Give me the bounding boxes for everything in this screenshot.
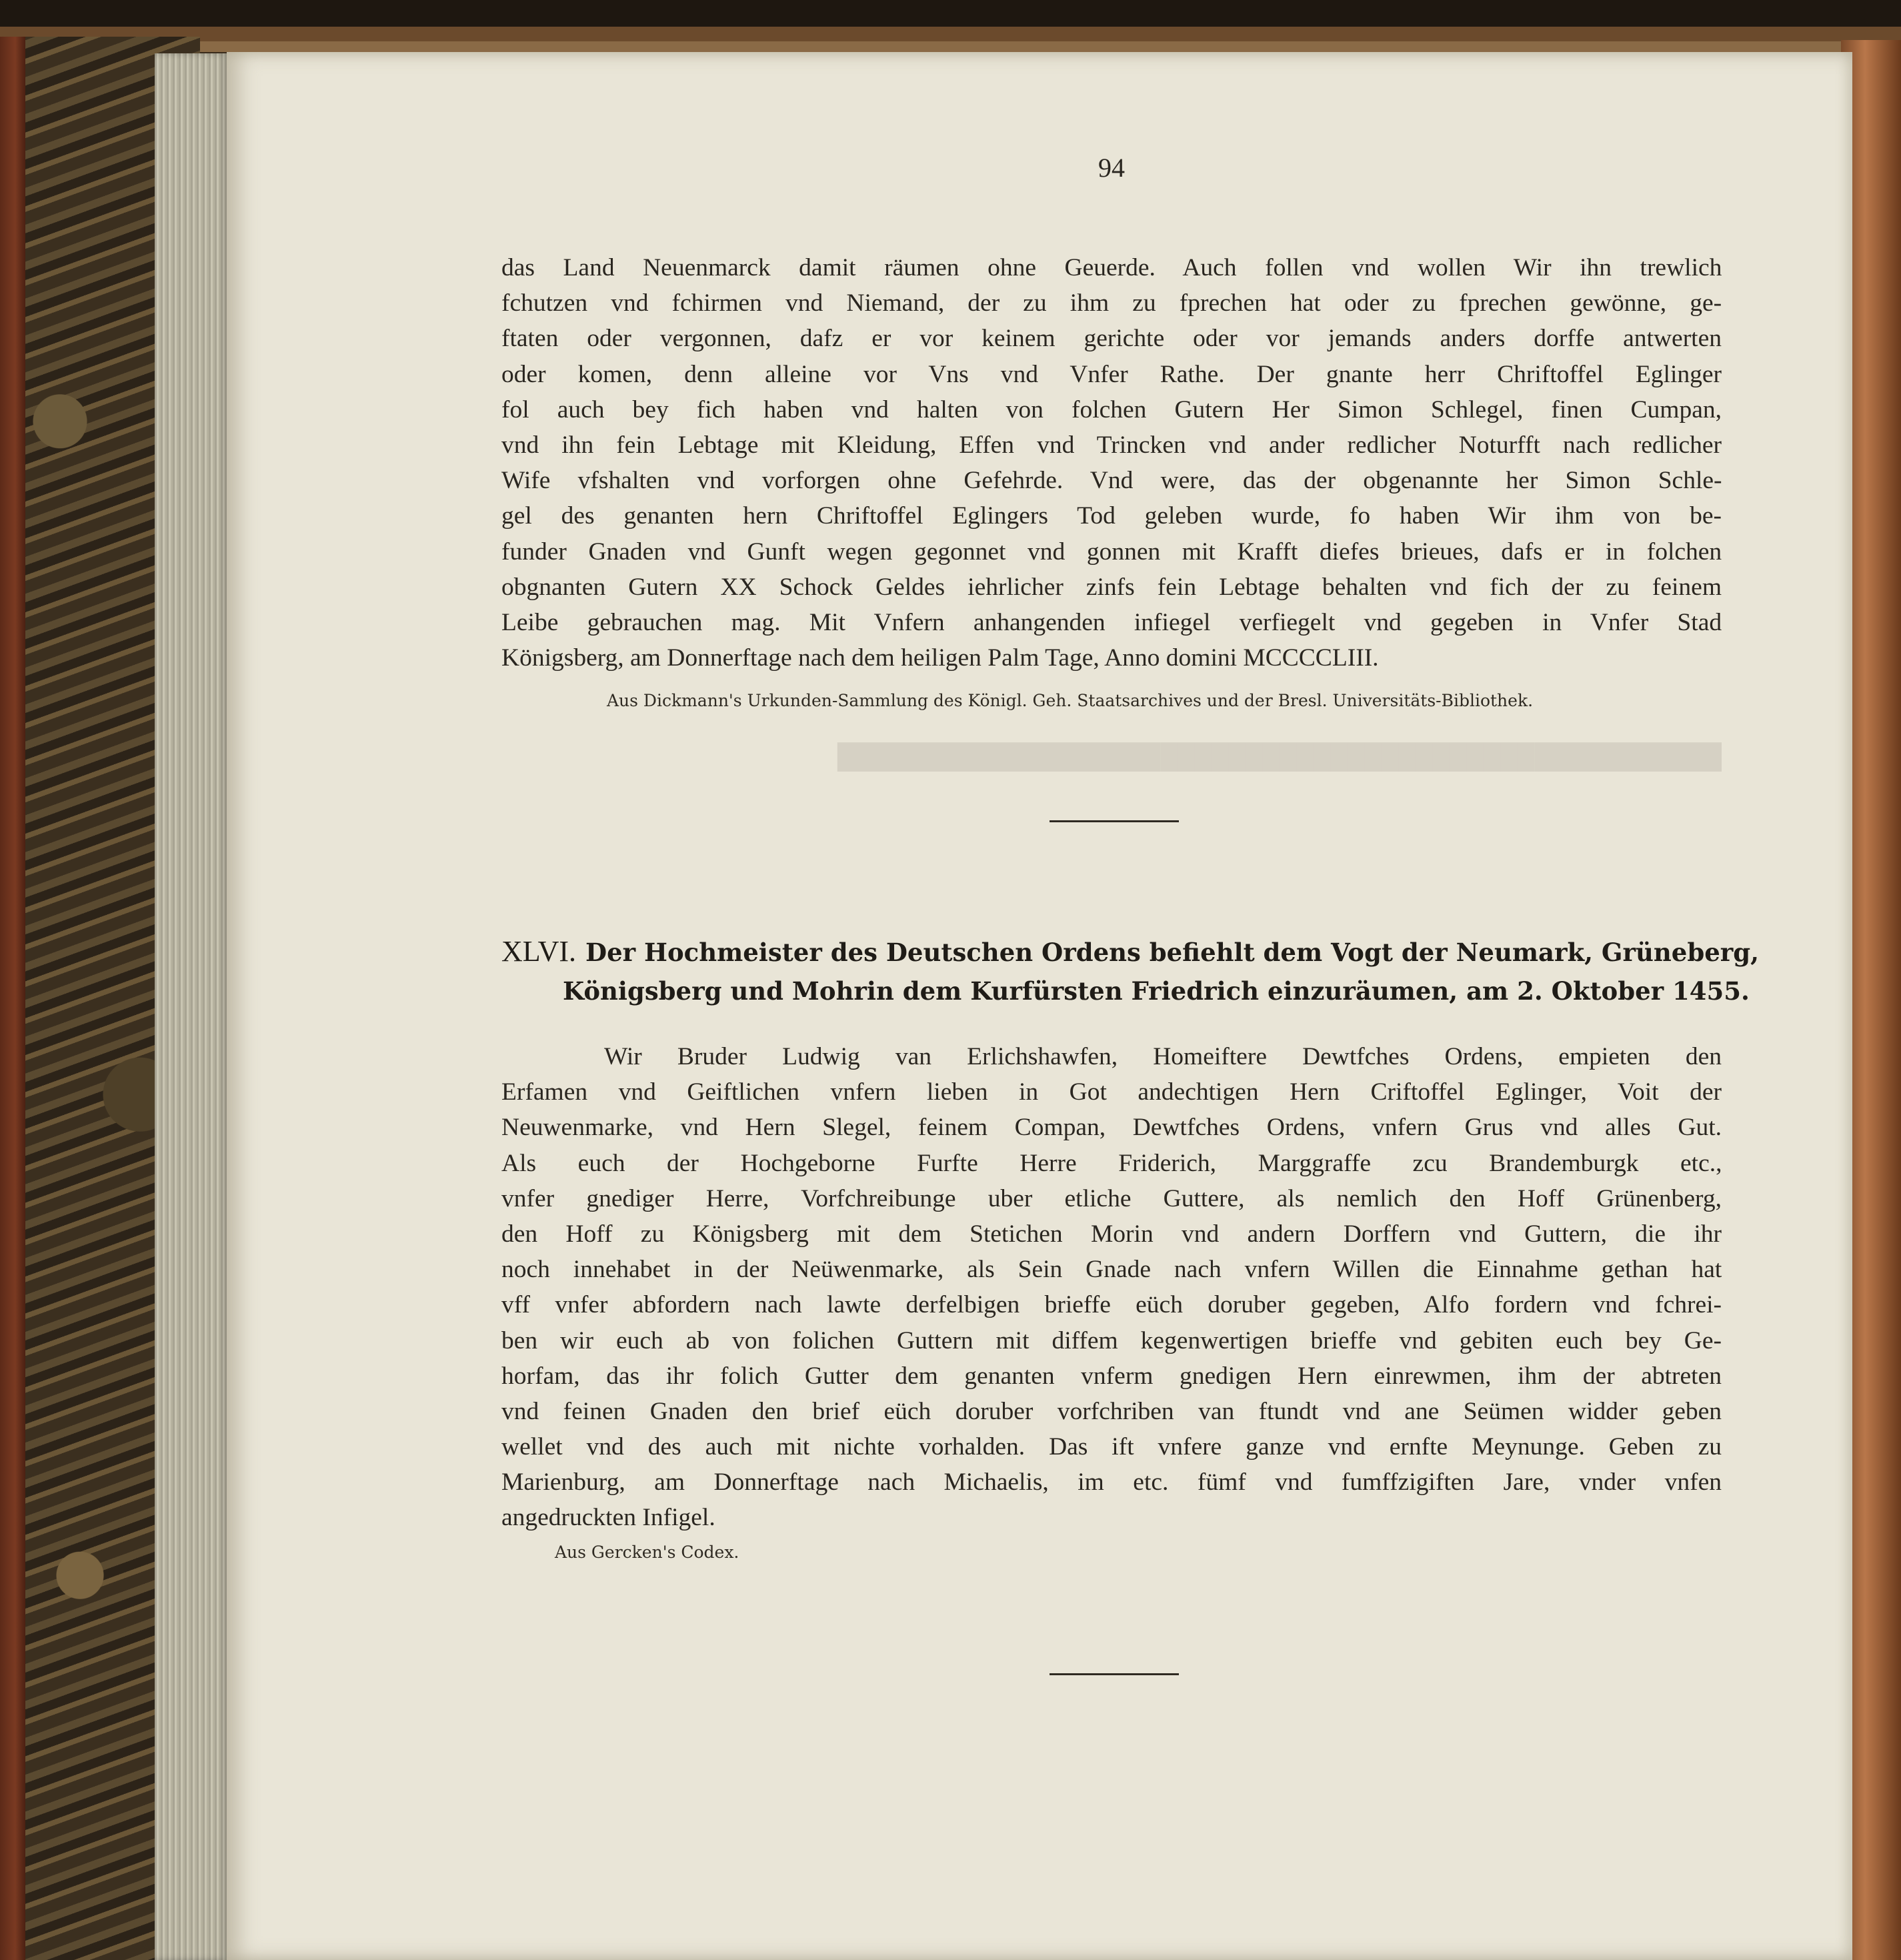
text-line: Leibe gebrauchen mag. Mit Vnfern anhangenden infiegel verfiegelt vnd gegeben in Vnfer Stad	[501, 608, 1722, 636]
text-line: angedruckten Infigel.	[501, 1504, 715, 1532]
text-line: vnd feinen Gnaden den brief eüch doruber vorfchriben van ftundt vnd ane Seümen widder geben	[501, 1397, 1722, 1425]
page-content	[501, 52, 1759, 1960]
text-line: Erfamen vnd Geiftlichen vnfern lieben in Got andechtigen Hern Criftoffel Eglinger, Voit der	[501, 1078, 1722, 1106]
text-line: noch innehabet in der Neüwenmarke, als Sein Gnade nach vnfern Willen die Einnahme gethan hat	[501, 1256, 1722, 1284]
text-line: Wife vfshalten vnd vorforgen ohne Gefehrde. Vnd were, das der obgenannte her Simon Schle-	[501, 467, 1722, 495]
text-line: vnd ihn fein Lebtage mit Kleidung, Effen vnd Trincken vnd ander redlicher Noturfft nach redlicher	[501, 431, 1722, 459]
text-line: vnfer gnediger Herre, Vorfchreibunge uber etliche Guttere, als nemlich den Hoff Grünenberg,	[501, 1184, 1722, 1212]
text-line: Wir Bruder Ludwig van Erlichshawfen, Homeiftere Dewtfches Ordens, empieten den	[604, 1043, 1722, 1070]
leather-binding	[0, 37, 25, 1960]
book-top-edge	[0, 0, 1901, 60]
page-number: 94	[1098, 153, 1125, 183]
text-line: Marienburg, am Donnerftage nach Michaelis, im etc. fümf vnd fumffzigiften Jare, vnder vnfen	[501, 1468, 1722, 1497]
section-divider	[1050, 1673, 1179, 1675]
text-line: ben wir euch ab von folichen Guttern mit diffem kegenwertigen brieffe vnd gebiten euch bey Ge-	[501, 1326, 1722, 1354]
bleed-through-text: ████████████████████████████████████████████████████	[837, 743, 1722, 770]
text-line: den Hoff zu Königsberg mit dem Stetichen Morin vnd andern Dorffern vnd Guttern, die ihr	[501, 1220, 1722, 1248]
source-note: Aus Dickmann's Urkunden-Sammlung des Königl. Geh. Staatsarchives und der Bresl. Universitäts-Bibliothek.	[607, 691, 1534, 710]
text-line: gel des genanten hern Chriftoffel Eglingers Tod geleben wurde, fo haben Wir ihm von be-	[501, 502, 1722, 530]
text-line: oder komen, denn alleine vor Vns vnd Vnfer Rathe. Der gnante herr Chriftoffel Eglinger	[501, 360, 1722, 388]
text-line: Neuwenmarke, vnd Hern Slegel, feinem Compan, Dewtfches Ordens, vnfern Grus vnd alles Gut.	[501, 1114, 1722, 1142]
text-line: vff vnfer abfordern nach lawte derfelbigen brieffe eüch doruber gegeben, Alfo fordern vnd fchrei-	[501, 1291, 1722, 1319]
book-page	[227, 52, 1852, 1960]
text-line: horfam, das ihr folich Gutter dem genanten vnferm gnedigen Hern einrewmen, ihm der abtreten	[501, 1362, 1722, 1390]
text-line: obgnanten Gutern XX Schock Geldes iehrlicher zinfs fein Lebtage behalten vnd fich der zu feinem	[501, 573, 1722, 601]
text-line: das Land Neuenmarck damit räumen ohne Geuerde. Auch follen vnd wollen Wir ihn trewlich	[501, 254, 1722, 281]
text-line: Als euch der Hochgeborne Furfte Herre Friderich, Marggraffe zcu Brandemburgk etc.,	[501, 1149, 1722, 1177]
text-line: ftaten oder vergonnen, dafz er vor keinem gerichte oder vor jemands anders dorffe antwerten	[501, 325, 1722, 353]
section-divider	[1050, 820, 1179, 822]
text-line: fol auch bey fich haben vnd halten von folchen Gutern Her Simon Schlegel, finen Cumpan,	[501, 395, 1722, 423]
section-title-line-2: Königsberg und Mohrin dem Kurfürsten Friedrich einzuräumen, am 2. Oktober 1455.	[563, 976, 1750, 1006]
source-note: Aus Gercken's Codex.	[555, 1543, 739, 1562]
text-line: wellet vnd des auch mit nichte vorhalden. Das ift vnfere ganze vnd ernfte Meynunge. Geben zu	[501, 1433, 1722, 1461]
text-line: fchutzen vnd fchirmen vnd Niemand, der zu ihm zu fprechen hat oder zu fprechen gewönne, ge-	[501, 289, 1722, 317]
section-heading	[501, 932, 1759, 1010]
text-line: Königsberg, am Donnerftage nach dem heiligen Palm Tage, Anno domini MCCCCLIII.	[501, 644, 1379, 672]
page-edges	[155, 53, 228, 1960]
section-body-text	[501, 1039, 1722, 1536]
first-section-text	[501, 250, 1722, 676]
section-title-line-1: Der Hochmeister des Deutschen Ordens befiehlt dem Vogt der Neumark, Grüneberg,	[585, 938, 1759, 967]
section-numeral: XLVI.	[501, 935, 577, 968]
text-line: funder Gnaden vnd Gunft wegen gegonnet vnd gonnen mit Krafft diefes brieues, dafs er in folchen	[501, 538, 1722, 566]
